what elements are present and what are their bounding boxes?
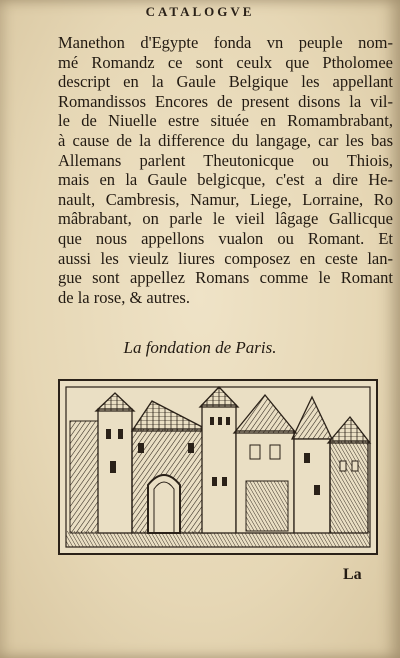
running-head: CATALOGVE — [145, 4, 255, 19]
text-line: que nous appellons vualon ou Romant. Et — [58, 228, 393, 248]
text-line: nault, Cambresis, Namur, Liege, Lorraine, Ro — [58, 189, 393, 209]
text-line: Manethon d'Egypte fonda vn peuple nom- — [58, 33, 393, 52]
illustration-caption: La fondation de Paris. — [123, 338, 277, 357]
text-line: à cause de la difference du langage, car les bas — [58, 130, 393, 150]
text-line: le de Niuelle estre située en Romambrabant, — [58, 111, 393, 131]
text-line: descript en la Gaule Belgique les appellant — [58, 72, 393, 92]
text-line: mé Romandz ce sont ceulx que Ptholomee — [58, 52, 393, 72]
text-line: de la rose, & autres. — [58, 287, 190, 307]
text-line: Allemans parlent Theutonicque ou Thiois, — [58, 150, 393, 170]
text-line: aussi les vieulz liures composez en ceste lan- — [58, 248, 393, 268]
catchword: La — [343, 566, 362, 583]
text-line: mâbrabant, on parle le vieil lâgage Gallicque — [58, 209, 393, 229]
woodcut-illustration — [58, 379, 378, 555]
text-line: mais en la Gaule belgicque, c'est a dire He- — [58, 170, 393, 190]
city-woodcut-image — [60, 381, 376, 553]
text-line: gue sont appellez Romans comme le Romant — [58, 268, 393, 288]
body-text — [58, 33, 393, 307]
text-line: Romandissos Encores de present disons la vil- — [58, 91, 393, 111]
